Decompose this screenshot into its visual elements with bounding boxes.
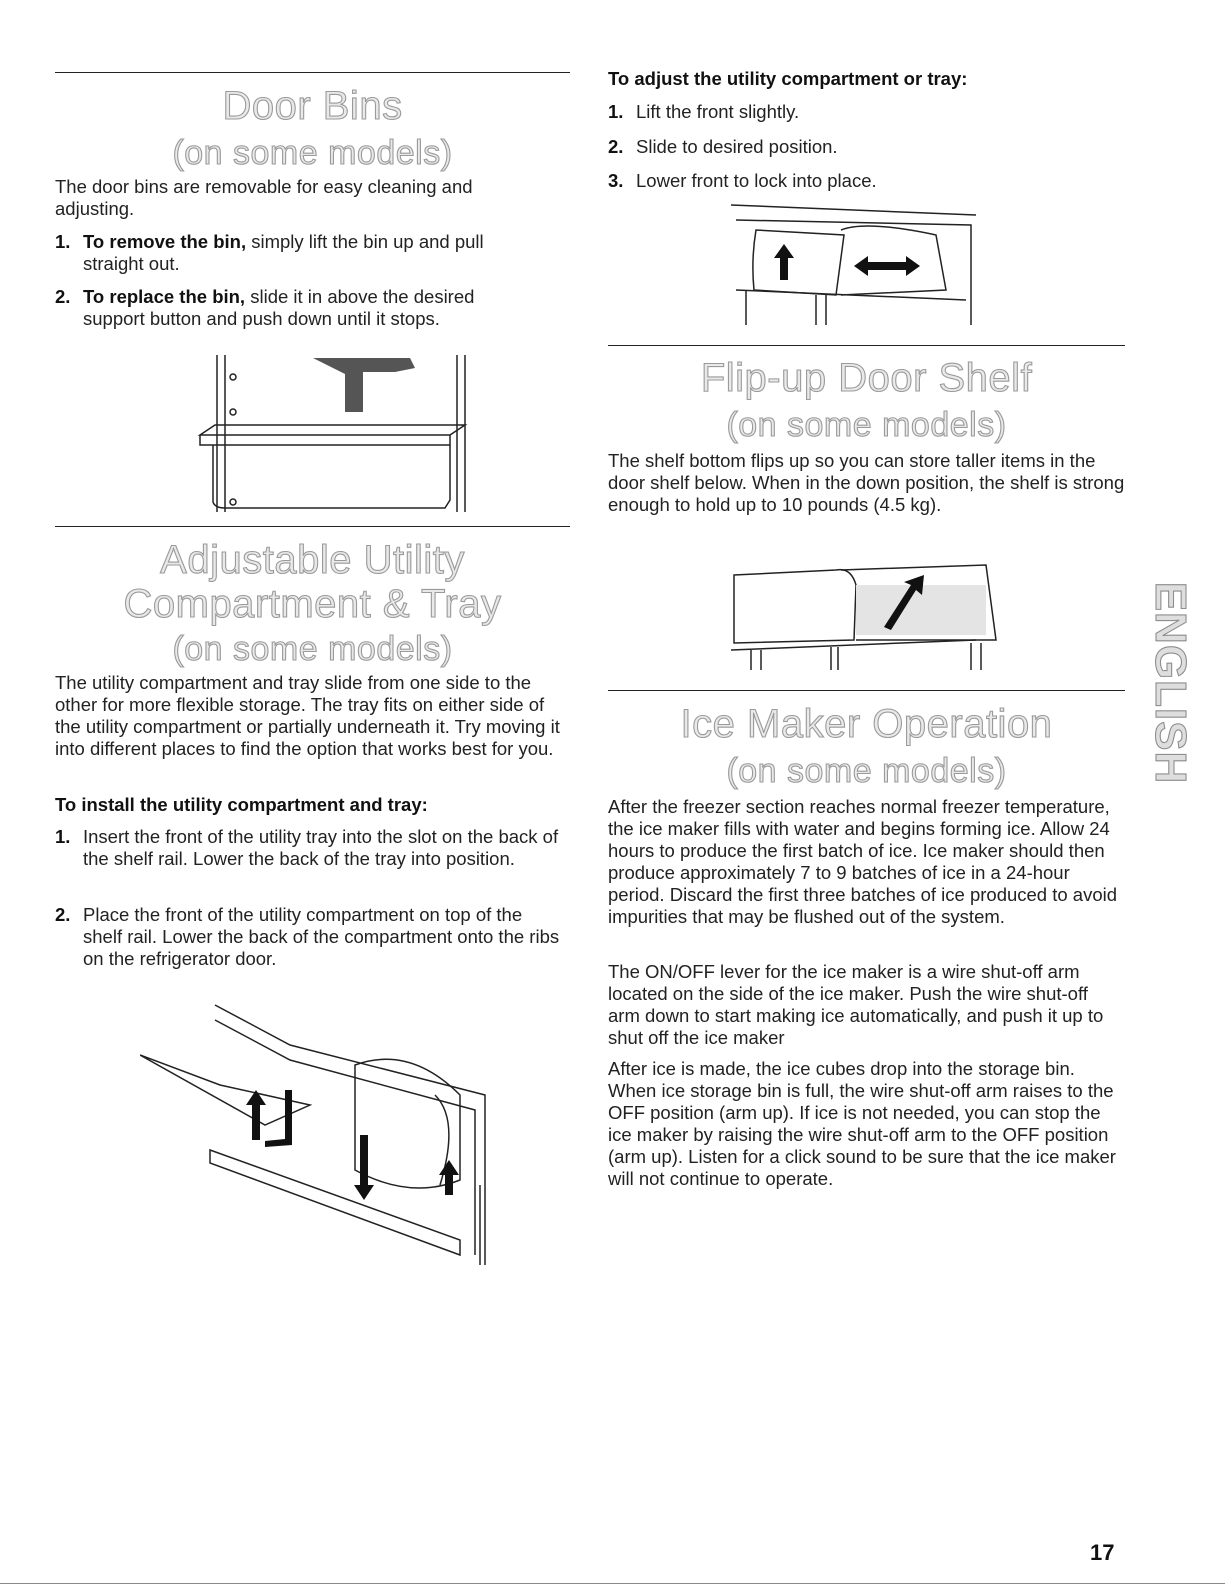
section-divider	[608, 690, 1125, 691]
step-bold: To remove the bin,	[83, 231, 247, 252]
utility-title-line1: Adjustable Utility	[160, 538, 465, 582]
step-number: 2.	[608, 136, 624, 157]
flip-shelf-illustration	[726, 555, 1006, 673]
install-step-1	[55, 826, 565, 870]
ice-maker-para-3: After ice is made, the ice cubes drop into the storage bin. When ice storage bin is full, the wire shut-off arm raises to the OFF position (arm up). If ice is not needed, you can stop the ice maker by raising the wire shut-off arm to the OFF position (arm up). Listen for a click sound to be sure that the ice maker will not continue to operate.	[608, 1058, 1116, 1189]
door-bins-step-1	[55, 231, 535, 275]
step-number: 2.	[55, 904, 71, 925]
ice-maker-subtitle: (on some models)	[726, 752, 1007, 790]
flip-shelf-body: The shelf bottom flips up so you can store taller items in the door shelf below. When in the down position, the shelf is strong enough to hold up to 10 pounds (4.5 kg).	[608, 450, 1125, 515]
adjust-heading: To adjust the utility compartment or tray:	[608, 68, 968, 89]
door-bins-title: Door Bins	[222, 84, 403, 128]
utility-intro: The utility compartment and tray slide from one side to the other for more flexible storage. The tray fits on either side of the utility compartment or partially underneath it. Try moving it into different places to find the option that works best for you.	[55, 672, 560, 759]
page-bottom-rule	[0, 1583, 1225, 1584]
flip-shelf-title: Flip-up Door Shelf	[700, 356, 1033, 400]
step-text: Lower front to lock into place.	[636, 170, 877, 191]
adjust-step-3	[608, 170, 1108, 192]
adjust-step-2	[608, 136, 1108, 158]
ice-maker-title: Ice Maker Operation	[680, 702, 1053, 746]
install-heading: To install the utility compartment and tray:	[55, 794, 428, 815]
utility-compartment-illustration	[140, 985, 540, 1270]
step-text: Slide to desired position.	[636, 136, 838, 157]
door-bins-step-2	[55, 286, 535, 330]
step-number: 3.	[608, 170, 624, 191]
section-divider	[55, 526, 570, 527]
step-text: Lift the front slightly.	[636, 101, 800, 122]
step-text: Place the front of the utility compartment on top of the shelf rail. Lower the back of the compartment onto the ribs on the refrigerator door.	[83, 904, 560, 969]
page-number: 17	[1090, 1540, 1115, 1565]
section-divider	[608, 345, 1125, 346]
door-bins-subtitle: (on some models)	[172, 134, 453, 172]
adjust-tray-illustration	[726, 200, 981, 330]
door-bin-illustration	[195, 350, 475, 515]
door-bins-intro: The door bins are removable for easy cleaning and adjusting.	[55, 176, 473, 219]
utility-subtitle: (on some models)	[172, 630, 453, 668]
flip-shelf-subtitle: (on some models)	[726, 406, 1007, 444]
step-text: simply lift the bin up and pull straight out.	[83, 231, 484, 274]
step-number: 1.	[55, 826, 71, 847]
step-bold: To replace the bin,	[83, 286, 246, 307]
language-label: ENGLISH	[1146, 581, 1195, 784]
step-number: 1.	[608, 101, 624, 122]
utility-title-line2: Compartment & Tray	[123, 582, 502, 626]
section-divider	[55, 72, 570, 73]
ice-maker-para-1: After the freezer section reaches normal freezer temperature, the ice maker fills with water and begins forming ice. Allow 24 hours to produce the first batch of ice. Ice maker should then produce approximately 7 to 9 batches of ice in a 24-hour period. Discard the first three batches of ice produced to avoid impurities that may be flushed out of the system.	[608, 796, 1118, 927]
step-text: Insert the front of the utility tray into the slot on the back of the shelf rail. Lower the back of the tray into position.	[83, 826, 559, 869]
step-number: 1.	[55, 231, 71, 252]
language-side-tab	[1146, 575, 1195, 790]
step-number: 2.	[55, 286, 71, 307]
adjust-step-1	[608, 101, 1108, 123]
ice-maker-para-2: The ON/OFF lever for the ice maker is a wire shut-off arm located on the side of the ice maker. Push the wire shut-off arm down to start making ice automatically, and push it up to shut off the ice maker	[608, 961, 1104, 1048]
install-step-2	[55, 904, 565, 970]
step-text: slide it in above the desired support button and push down until it stops.	[83, 286, 475, 329]
